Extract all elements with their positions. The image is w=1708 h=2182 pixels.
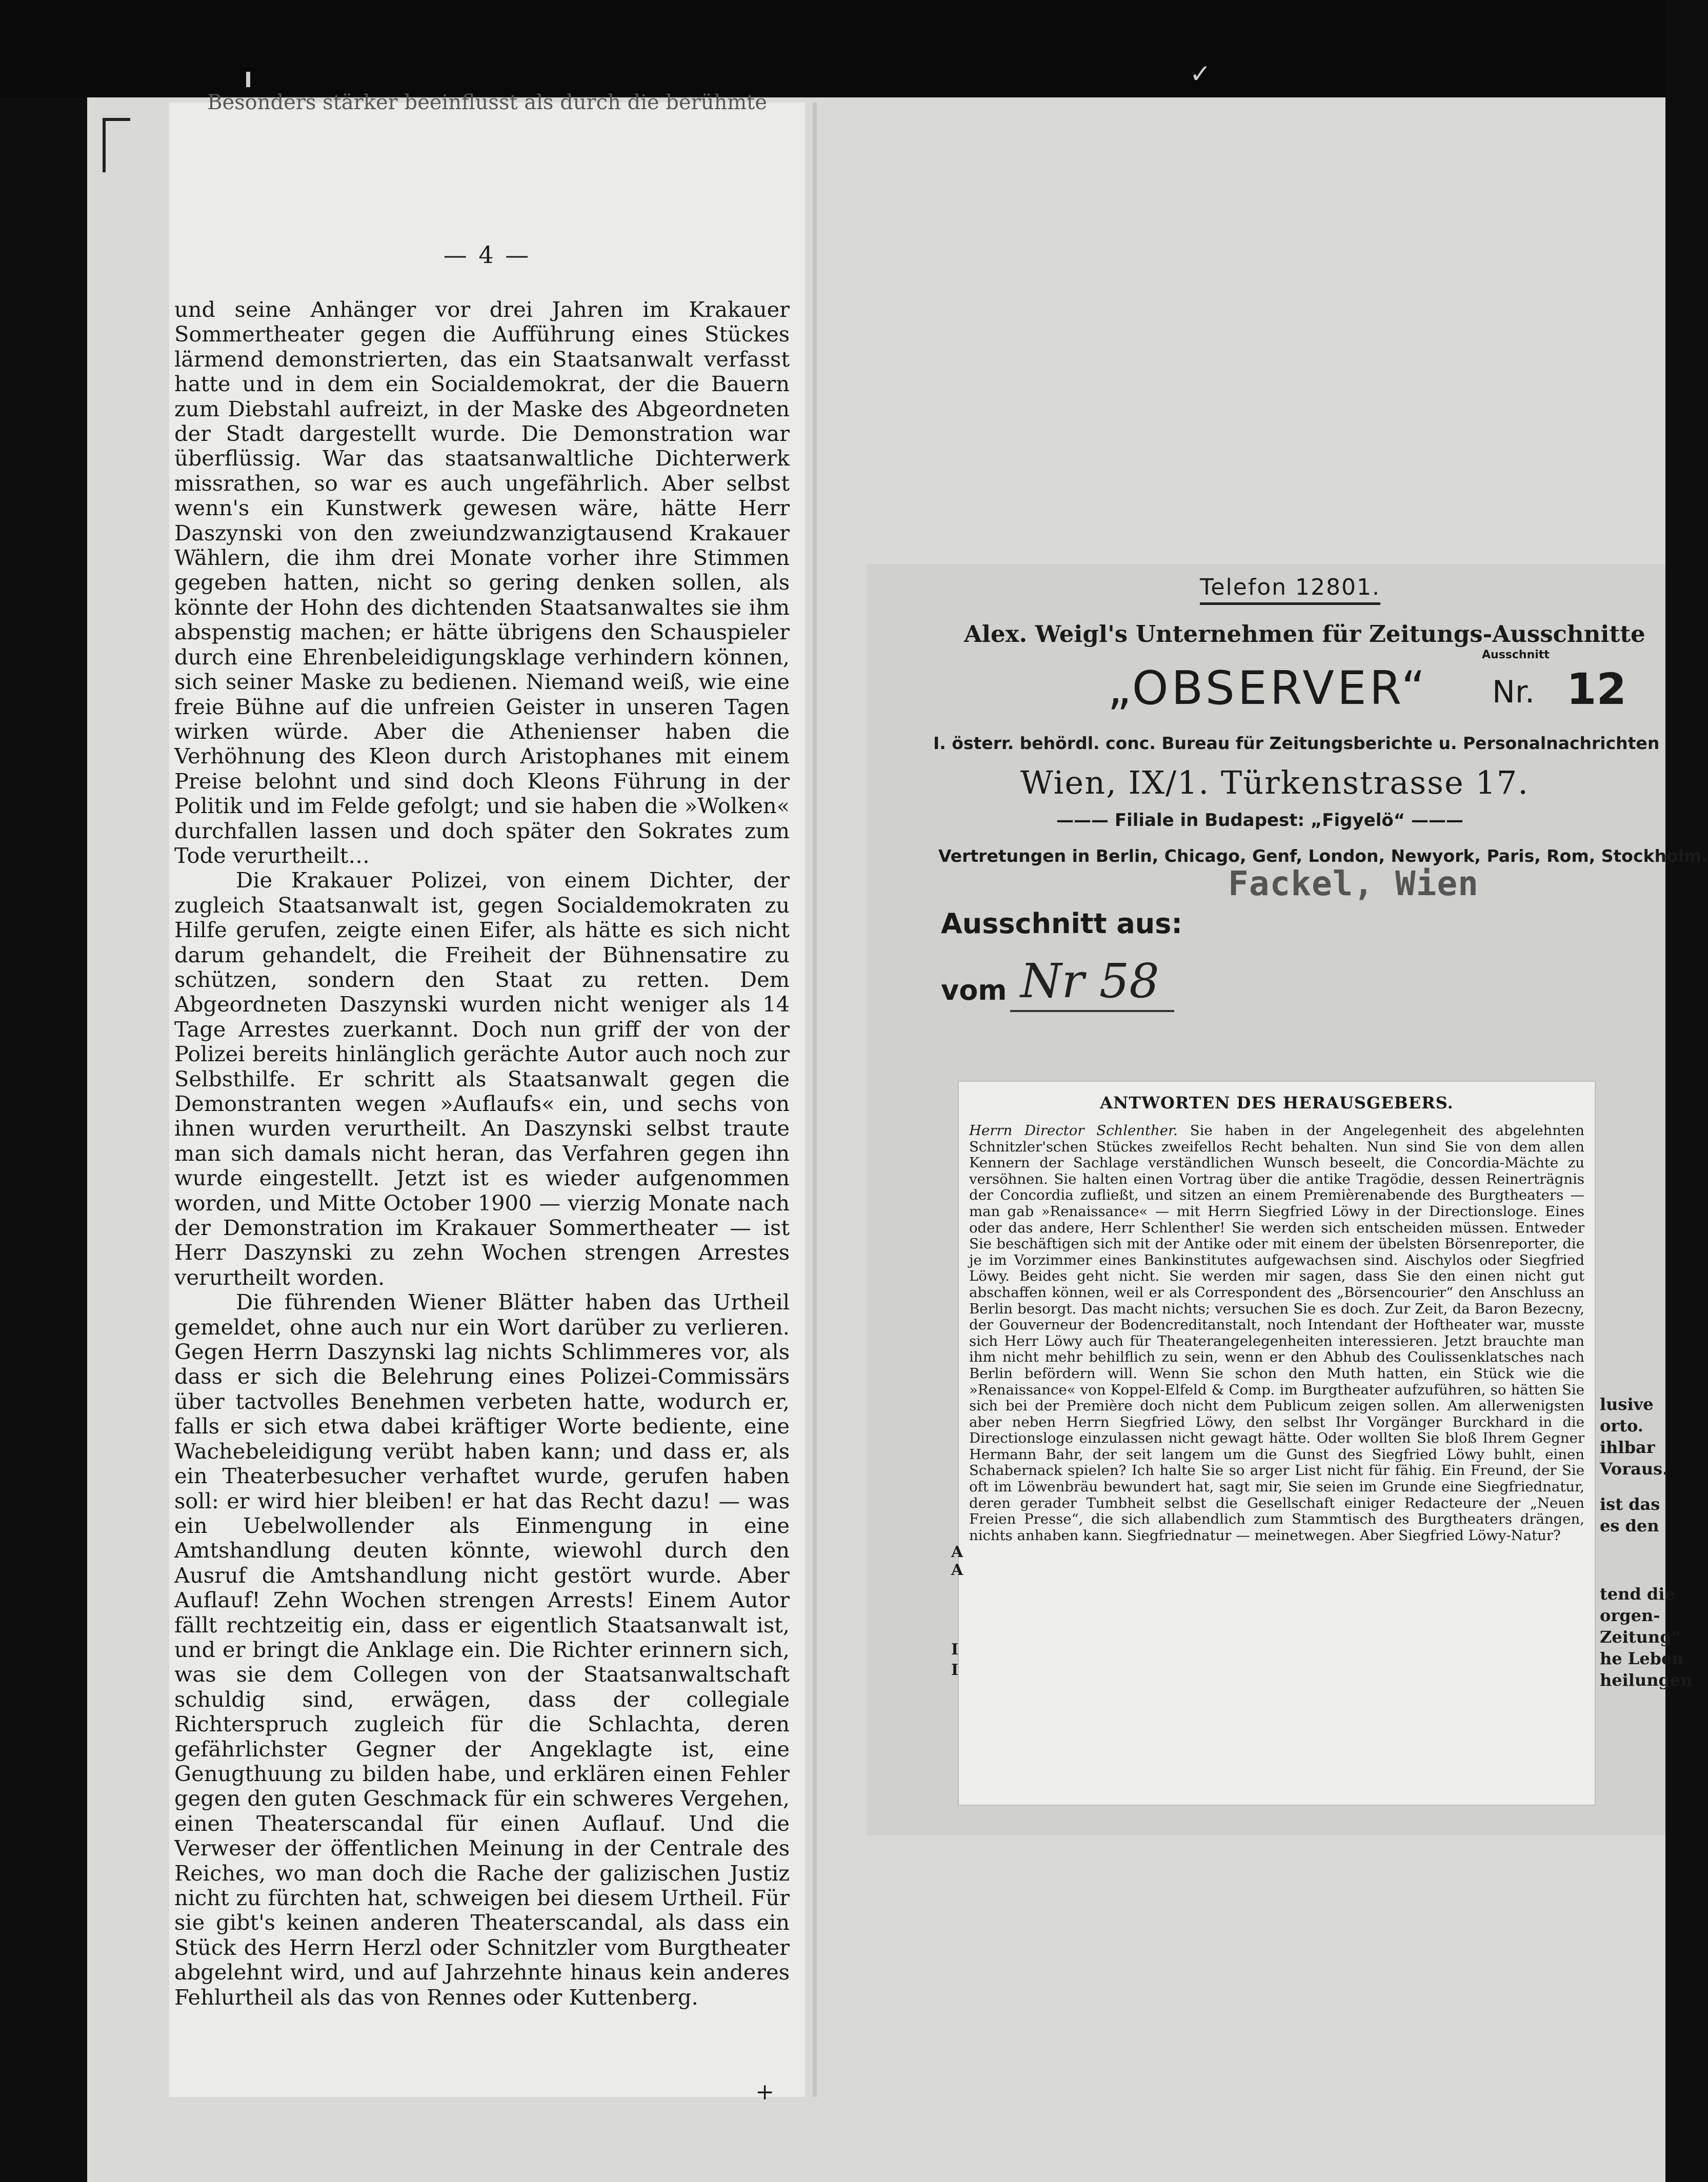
corner-crop-mark [103, 118, 130, 172]
page-fold [813, 103, 817, 2097]
answers-body [969, 1123, 1584, 1544]
representations-list: Vertretungen in Berlin, Chicago, Genf, London, Newyork, Paris, Rom, Stockholm. [938, 846, 1708, 866]
edge-fragment: tend die [1600, 1584, 1675, 1604]
page-number: — 4 — [443, 241, 531, 269]
edge-fragment: ist das [1600, 1494, 1660, 1514]
ausschnitt-small-label: Ausschnitt [1482, 649, 1550, 661]
edge-fragment: Voraus. [1600, 1459, 1669, 1479]
edge-fragment: orgen- [1600, 1606, 1660, 1625]
vom-underline [1010, 1010, 1174, 1012]
handwritten-issue-number: Nr 58 [1020, 954, 1159, 1008]
source-stamp: Fackel, Wien [1228, 864, 1479, 903]
edge-fragment: he Leben [1600, 1649, 1684, 1668]
article-paragraph-3: Die führenden Wiener Blätter haben das Urtheil gemeldet, ohne auch nur ein Wort darüber zu verlieren. Gegen Herrn Daszynski lag nichts Schlimmeres vor, als dass er sich die Belehrung eines Polizei-Commissärs über tactvolles Benehmen verbeten hatte, wodurch er, falls er sich etwa dabei kräftiger Worte bediente, eine Wachebeleidigung verübt haben kann; und dass er, als ein Theaterbesucher verhaftet wurde, gerufen haben soll: er wird hier bleiben! er hat das Recht dazu! — was ein Uebelwollender als Einmengung in eine Amtshandlung deuten könnte, wiewohl durch den Ausruf die Amtshandlung nicht gestört wurde. Aber Auflauf! Zehn Wochen strengen Arrests! Einem Autor fällt rechtzeitig ein, dass er eigentlich Staatsanwalt ist, und er bringt die Anklage ein. Die Richter erinnern sich, was sie dem Collegen von der Staatsanwaltschaft schuldig sind, erwägen, dass der collegiale Richterspruch zugleich für die Schlachta, deren gefährlichster Gegner der Angeklagte ist, eine Genugthuung zu bilden habe, und erklären einen Fehler gegen den guten Geschmack für ein schweres Vergehen, einen Theaterscandal für einen Auflauf. Und die Verweser der öffentlichen Meinung in der Centrale des Reiches, wo man doch die Rache der galizischen Justiz nicht zu fürchten hat, schweigen bei diesem Urtheil. Für sie gibt's keinen anderen Theaterscandal, als dass ein Stück des Herrn Herzl oder Schnitzler vom Burgtheater abgelehnt wird, und auf Jahrzehnte hinaus kein anderes Fehlurtheil als das von Rennes oder Kuttenberg. [174, 1289, 790, 2010]
branch-budapest: ——— Filiale in Budapest: „Figyelö“ ——— [1056, 810, 1463, 831]
newspaper-clipping-left [169, 91, 805, 2105]
edge-fragment: A [951, 1561, 963, 1579]
article-paragraph-2: Die Krakauer Polizei, von einem Dichter, der zugleich Staatsanwalt ist, gegen Socialdemokraten zu Hilfe gerufen, zeigte einen Eifer, als hätte es sich nicht darum gehandelt, die Freiheit der Bühnensatire zu schützen, sondern den Staat zu retten. Dem Abgeordneten Daszynski wurden nicht weniger als 14 Tage Arrestes zuerkannt. Doch nun griff der von der Polizei bereits hinlänglich gerächte Autor auch noch zur Selbsthilfe. Er schritt als Staatsanwalt gegen die Demonstranten wegen »Auflaufs« ein, und sechs von ihnen wurden verurtheilt. An Daszynski selbst traute man sich damals nicht heran, das Verfahren gegen ihn wurde eingestellt. Jetzt ist es wieder aufgenommen worden, und Mitte October 1900 — vierzig Monate nach der Demonstration im Krakauer Sommertheater — ist Herr Daszynski zu zehn Wochen strengen Arrestes verurtheilt worden. [174, 867, 790, 1290]
answers-title: ANTWORTEN DES HERAUSGEBERS. [1100, 1093, 1454, 1113]
answers-clipping [959, 1082, 1595, 1805]
clipping-number-label: Nr. [1492, 674, 1535, 710]
clipping-number-value: 12 [1566, 664, 1626, 714]
vom-label: vom [941, 974, 1007, 1006]
cut-off-top-line: Besonders stärker beeinflusst als durch die berühmte [207, 91, 767, 114]
edge-fragment: I [951, 1661, 959, 1679]
answers-addressee: Herrn Director Schlenther. [969, 1122, 1178, 1139]
observer-brand: „OBSERVER“ [1108, 661, 1429, 715]
answers-text: Sie haben in der Angelegenheit des abgelehnten Schnitzler'schen Stückes zweifellos Recht behalten. Nun sind Sie von dem allen Kennern der Sachlage verständlichen Wunsch beseelt, die Concordia-Mächte zu versöhnen. Sie halten einen Vortrag über die antike Tragödie, dessen Reinerträgnis der Concordia zufließt, und sitzen an einem Premièrenabende des Burgtheaters — man gab »Renaissance« — mit Herrn Siegfried Löwy in der Directionsloge. Eines oder das andere, Herr Schlenther! Sie werden sich entscheiden müssen. Entweder Sie beschäftigen sich mit der Antike oder mit einem der übelsten Börsenreporter, die je im Vorzimmer eines Bankinstitutes aufgewachsen sind. Aischylos oder Siegfried Löwy. Beides geht nicht. Sie werden mir sagen, dass Sie den einen nicht gut abschaffen können, weil er als Correspondent des „Börsencourier“ den Anschluss an Berlin besorgt. Das macht nichts; versuchen Sie es doch. Zur Zeit, da Baron Bezecny, der Gouverneur der Bodencreditanstalt, noch Intendant der Hoftheater war, musste sich Herr Löwy auch für Theaterangelegenheiten interessieren. Jetzt brauchte man ihm nicht mehr behilflich zu sein, wenn er den Abhub des Coulissenklatsches nach Berlin befördern will. Wenn Sie schon den Muth hatten, ein Stück wie die »Renaissance« von Koppel-Elfeld & Comp. im Burgtheater aufzuführen, so hätten Sie sich bei der Première doch nicht dem Publicum zeigen sollen. Am allerwenigsten aber neben Herrn Siegfried Löwy, den selbst Ihr Vorgänger Burckhard in die Directionsloge einzulassen nicht gewagt hätte. Oder wollten Sie bloß Ihrem Gegner Hermann Bahr, der seit langem um die Gunst des Siegfried Löwy buhlt, einen Schabernack spielen? Ich halte Sie so arger List nicht für fähig. Ein Freund, der Sie oft im Löwenbräu bewundert hat, sagt mir, Sie seien im Grunde eine Siegfriednatur, deren gerader Tumbheit selbst die Gesellschaft einiger Redacteure der „Neuen Freien Presse“, die sich allabendlich zum Stammtisch des Burgtheaters drängen, nichts anhaben kann. Siegfriednatur — meinetwegen. Aber Siegfried Löwy-Natur? [969, 1122, 1585, 1544]
article-column [174, 297, 790, 2010]
edge-fragment: heilungen [1600, 1670, 1693, 1690]
firm-name: Alex. Weigl's Unternehmen für Zeitungs-Ausschnitte [964, 620, 1645, 648]
telefon-number: Telefon 12801. [1200, 574, 1380, 605]
edge-fragment: orto. [1600, 1416, 1643, 1436]
edge-fragment: I [951, 1641, 959, 1659]
article-paragraph-1: und seine Anhänger vor drei Jahren im Krakauer Sommertheater gegen die Aufführung eines Stückes lärmend demonstrierten, das ein Staatsanwalt verfasst hatte und in dem ein Socialdemokrat, der die Bauern zum Diebstahl aufreizt, in der Maske des Abgeordneten der Stadt dargestellt wurde. Die Demonstration war überflüssig. War das staatsanwaltliche Dichterwerk missrathen, so war es auch ungefährlich. Aber selbst wenn's ein Kunstwerk gewesen wäre, hätte Herr Daszynski von den zweiundzwanzigtausend Krakauer Wählern, die ihm drei Monate vorher ihre Stimmen gegeben hatten, nicht so gering denken sollen, als könnte der Hohn des dichtenden Staatsanwaltes sie ihm abspenstig machen; er hätte übrigens den Schauspieler durch eine Ehrenbeleidigungsklage verhindern können, sich seiner Maske zu bedienen. Niemand weiß, wie eine freie Bühne auf die unfreien Geister in unseren Tagen wirken würde. Aber die Athenienser haben die Verhöhnung des Kleon durch Aristophanes mit einem Preise belohnt und sind doch Kleons Führung in der Politik und im Felde gefolgt; und sie haben die »Wolken« durchfallen lassen und doch später den Sokrates zum Tode verurtheilt… [174, 297, 790, 868]
edge-fragment: es den [1600, 1516, 1659, 1536]
edge-fragment: ihlbar [1600, 1438, 1655, 1457]
edge-fragment: lusive [1600, 1395, 1654, 1414]
bureau-address: Wien, IX/1. Türkenstrasse 17. [1020, 764, 1529, 801]
bureau-description: I. österr. behördl. conc. Bureau für Zeitungsberichte u. Personalnachrichten [933, 733, 1660, 753]
end-mark: + [755, 2079, 774, 2105]
film-arrow-mark: ✓ [1190, 59, 1211, 89]
edge-fragment: Zeitung“ [1600, 1627, 1681, 1647]
ausschnitt-aus-label: Ausschnitt aus: [941, 907, 1182, 940]
edge-fragment: A [951, 1543, 963, 1561]
film-tick-mark [246, 72, 250, 87]
